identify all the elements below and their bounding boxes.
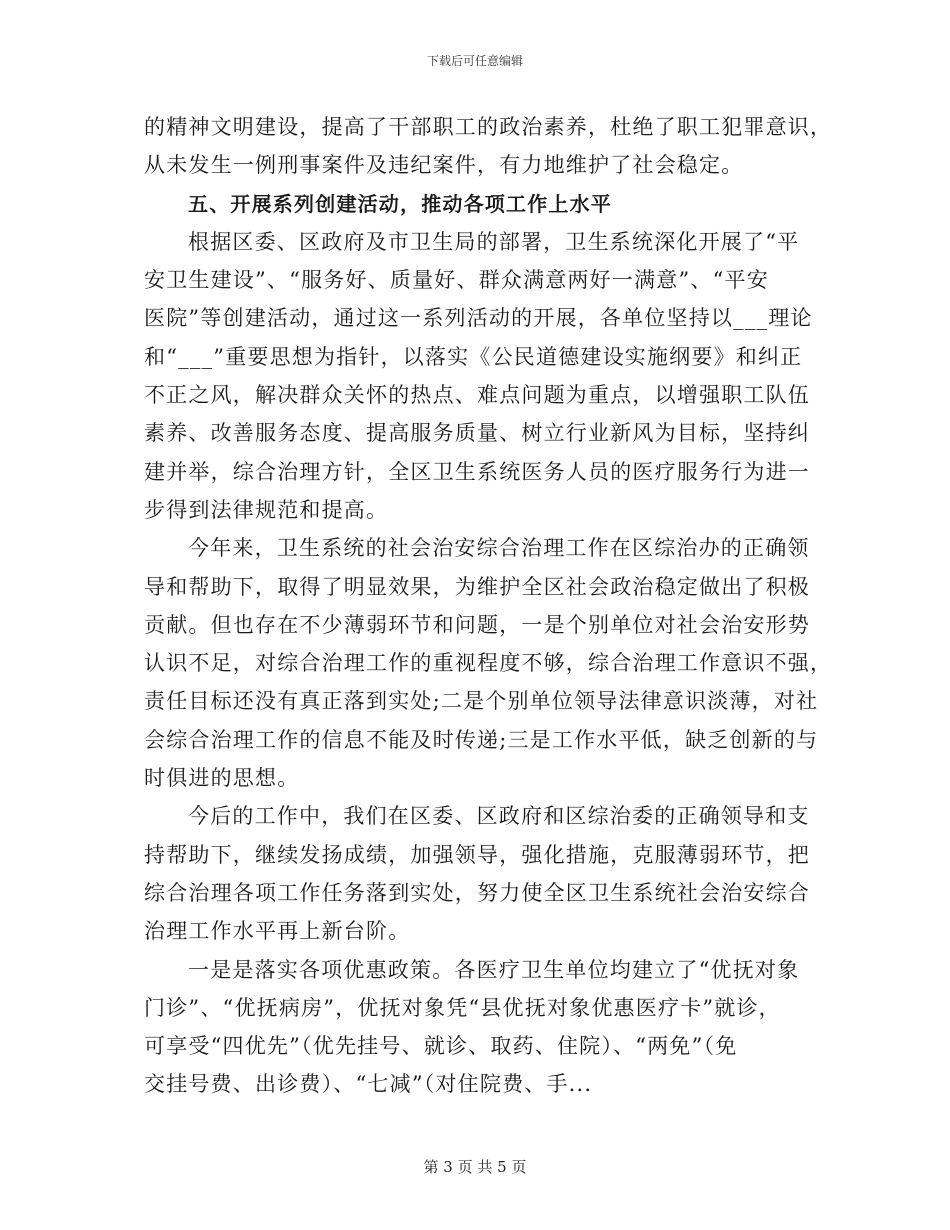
header-note: 下载后可任意编辑 <box>426 54 523 68</box>
text-line: 会综合治理工作的信息不能及时传递;三是工作水平低，缺乏创新的与 <box>144 727 819 752</box>
text-line: 持帮助下，继续发扬成绩，加强领导，强化措施，克服薄弱环节，把 <box>144 842 810 867</box>
text-line: 时俱进的思想。 <box>144 766 300 791</box>
text-line: 综合治理各项工作任务落到实处，努力使全区卫生系统社会治安综合 <box>144 880 810 905</box>
text-line: 交挂号费、出诊费）、“七减”（对住院费、手... <box>144 1072 593 1097</box>
text-line: 认识不足，对综合治理工作的重视程度不够，综合治理工作意识不强， <box>144 651 833 676</box>
text-line: 和“___”重要思想为指针，以落实《公民道德建设实施纲要》和纠正 <box>144 344 803 369</box>
text-line: 门诊”、“优抚病房”，优抚对象凭“县优抚对象优惠医疗卡”就诊， <box>144 995 781 1020</box>
text-line: 从未发生一例刑事案件及违纪案件，有力地维护了社会稳定。 <box>144 153 744 178</box>
text-line: 素养、改善服务态度、提高服务质量、树立行业新风为目标，坚持纠 <box>144 421 810 446</box>
section-heading: 五、开展系列创建活动，推动各项工作上水平 <box>188 191 612 216</box>
text-line: 一是是落实各项优惠政策。各医疗卫生单位均建立了“优抚对象 <box>188 957 800 982</box>
text-line: 医院”等创建活动，通过这一系列活动的开展，各单位坚持以___理论 <box>144 306 813 331</box>
text-line: 的精神文明建设，提高了干部职工的政治素养，杜绝了职工犯罪意识， <box>144 115 833 139</box>
text-line: 不正之风，解决群众关怀的热点、难点问题为重点，以增强职工队伍 <box>144 383 810 408</box>
text-line: 安卫生建设”、“服务好、质量好、群众满意两好一满意”、“平安 <box>144 268 769 293</box>
text-line: 建并举，综合治理方针，全区卫生系统医务人员的医疗服务行为进一 <box>144 459 810 484</box>
body-text <box>144 108 833 1104</box>
text-line: 治理工作水平再上新台阶。 <box>144 919 411 944</box>
text-line: 可享受“四优先”（优先挂号、就诊、取药、住院）、“两免”（免 <box>144 1034 738 1059</box>
text-line: 贡献。但也存在不少薄弱环节和问题，一是个别单位对社会治安形势 <box>144 612 810 637</box>
page-number-footer: 第 3 页 共 5 页 <box>423 1158 527 1176</box>
text-line: 步得到法律规范和提高。 <box>144 497 389 522</box>
text-line: 今年来，卫生系统的社会治安综合治理工作在区综治办的正确领 <box>188 536 810 561</box>
text-line: 根据区委、区政府及市卫生局的部署，卫生系统深化开展了“平 <box>188 229 800 254</box>
text-line: 导和帮助下，取得了明显效果，为维护全区社会政治稳定做出了积极 <box>144 574 810 599</box>
text-line: 责任目标还没有真正落到实处;二是个别单位领导法律意识淡薄，对社 <box>144 689 819 714</box>
text-line: 今后的工作中，我们在区委、区政府和区综治委的正确领导和支 <box>188 804 810 829</box>
